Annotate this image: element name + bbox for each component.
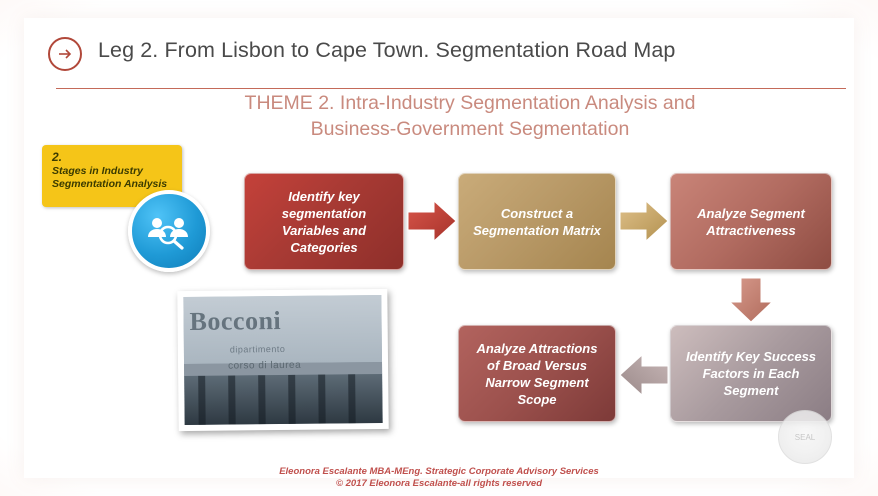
photo-sign-title: Bocconi <box>189 306 282 336</box>
process-box-label: Construct a Segmentation Matrix <box>473 205 601 238</box>
photo-pillar <box>258 376 266 425</box>
process-box-construct-matrix[interactable] <box>458 173 616 270</box>
process-box-label: Analyze Attractions of Broad Versus Narrow Segment Scope <box>476 340 598 407</box>
arrow-right-icon <box>618 196 670 251</box>
theme-heading <box>120 90 820 142</box>
photo-pillar <box>228 376 236 425</box>
people-search-icon <box>128 190 210 272</box>
process-box-label: Identify key segmentation Variables and Categories <box>281 188 367 255</box>
arrow-left-icon <box>616 350 670 405</box>
photo-pillar <box>348 375 356 424</box>
process-box-segment-attractiveness[interactable] <box>670 173 832 270</box>
footer-line-1: Eleonora Escalante MBA-MEng. Strategic Corporate Advisory Services <box>279 466 599 477</box>
photo-sign-subtitle-1: dipartimento <box>229 343 286 355</box>
page-title: Leg 2. From Lisbon to Cape Town. Segmentation Road Map <box>98 38 676 62</box>
process-box-broad-versus-narrow[interactable] <box>458 325 616 422</box>
bocconi-university-photo <box>177 289 388 431</box>
photo-image <box>183 295 382 425</box>
stage-badge-text: Stages in Industry Segmentation Analysis <box>52 165 168 190</box>
header-divider <box>56 88 846 89</box>
process-box-label: Analyze Segment Attractiveness <box>697 205 805 238</box>
slide-footer <box>0 466 878 490</box>
slide-header <box>40 32 840 82</box>
photo-pillar <box>318 375 326 424</box>
stage-badge-number: 2. <box>52 150 63 164</box>
process-box-label: Identify Key Success Factors in Each Segment <box>685 349 817 398</box>
theme-line-2: Business-Government Segmentation <box>310 118 630 140</box>
photo-sign-subtitle-2: corso di laurea <box>228 359 302 372</box>
arrow-right-circle-icon <box>48 37 82 71</box>
arrow-down-icon <box>724 276 778 329</box>
process-box-identify-variables[interactable] <box>244 173 404 270</box>
photo-pillar <box>198 376 206 425</box>
footer-line-2: © 2017 Eleonora Escalante-all rights reserved <box>335 478 543 489</box>
certification-seal-icon <box>778 410 832 464</box>
arrow-right-icon <box>406 196 458 251</box>
photo-pillar <box>288 375 296 424</box>
theme-line-1: THEME 2. Intra-Industry Segmentation Analysis and <box>244 92 696 114</box>
process-box-key-success-factors[interactable] <box>670 325 832 422</box>
seal-label: SEAL <box>794 432 816 442</box>
